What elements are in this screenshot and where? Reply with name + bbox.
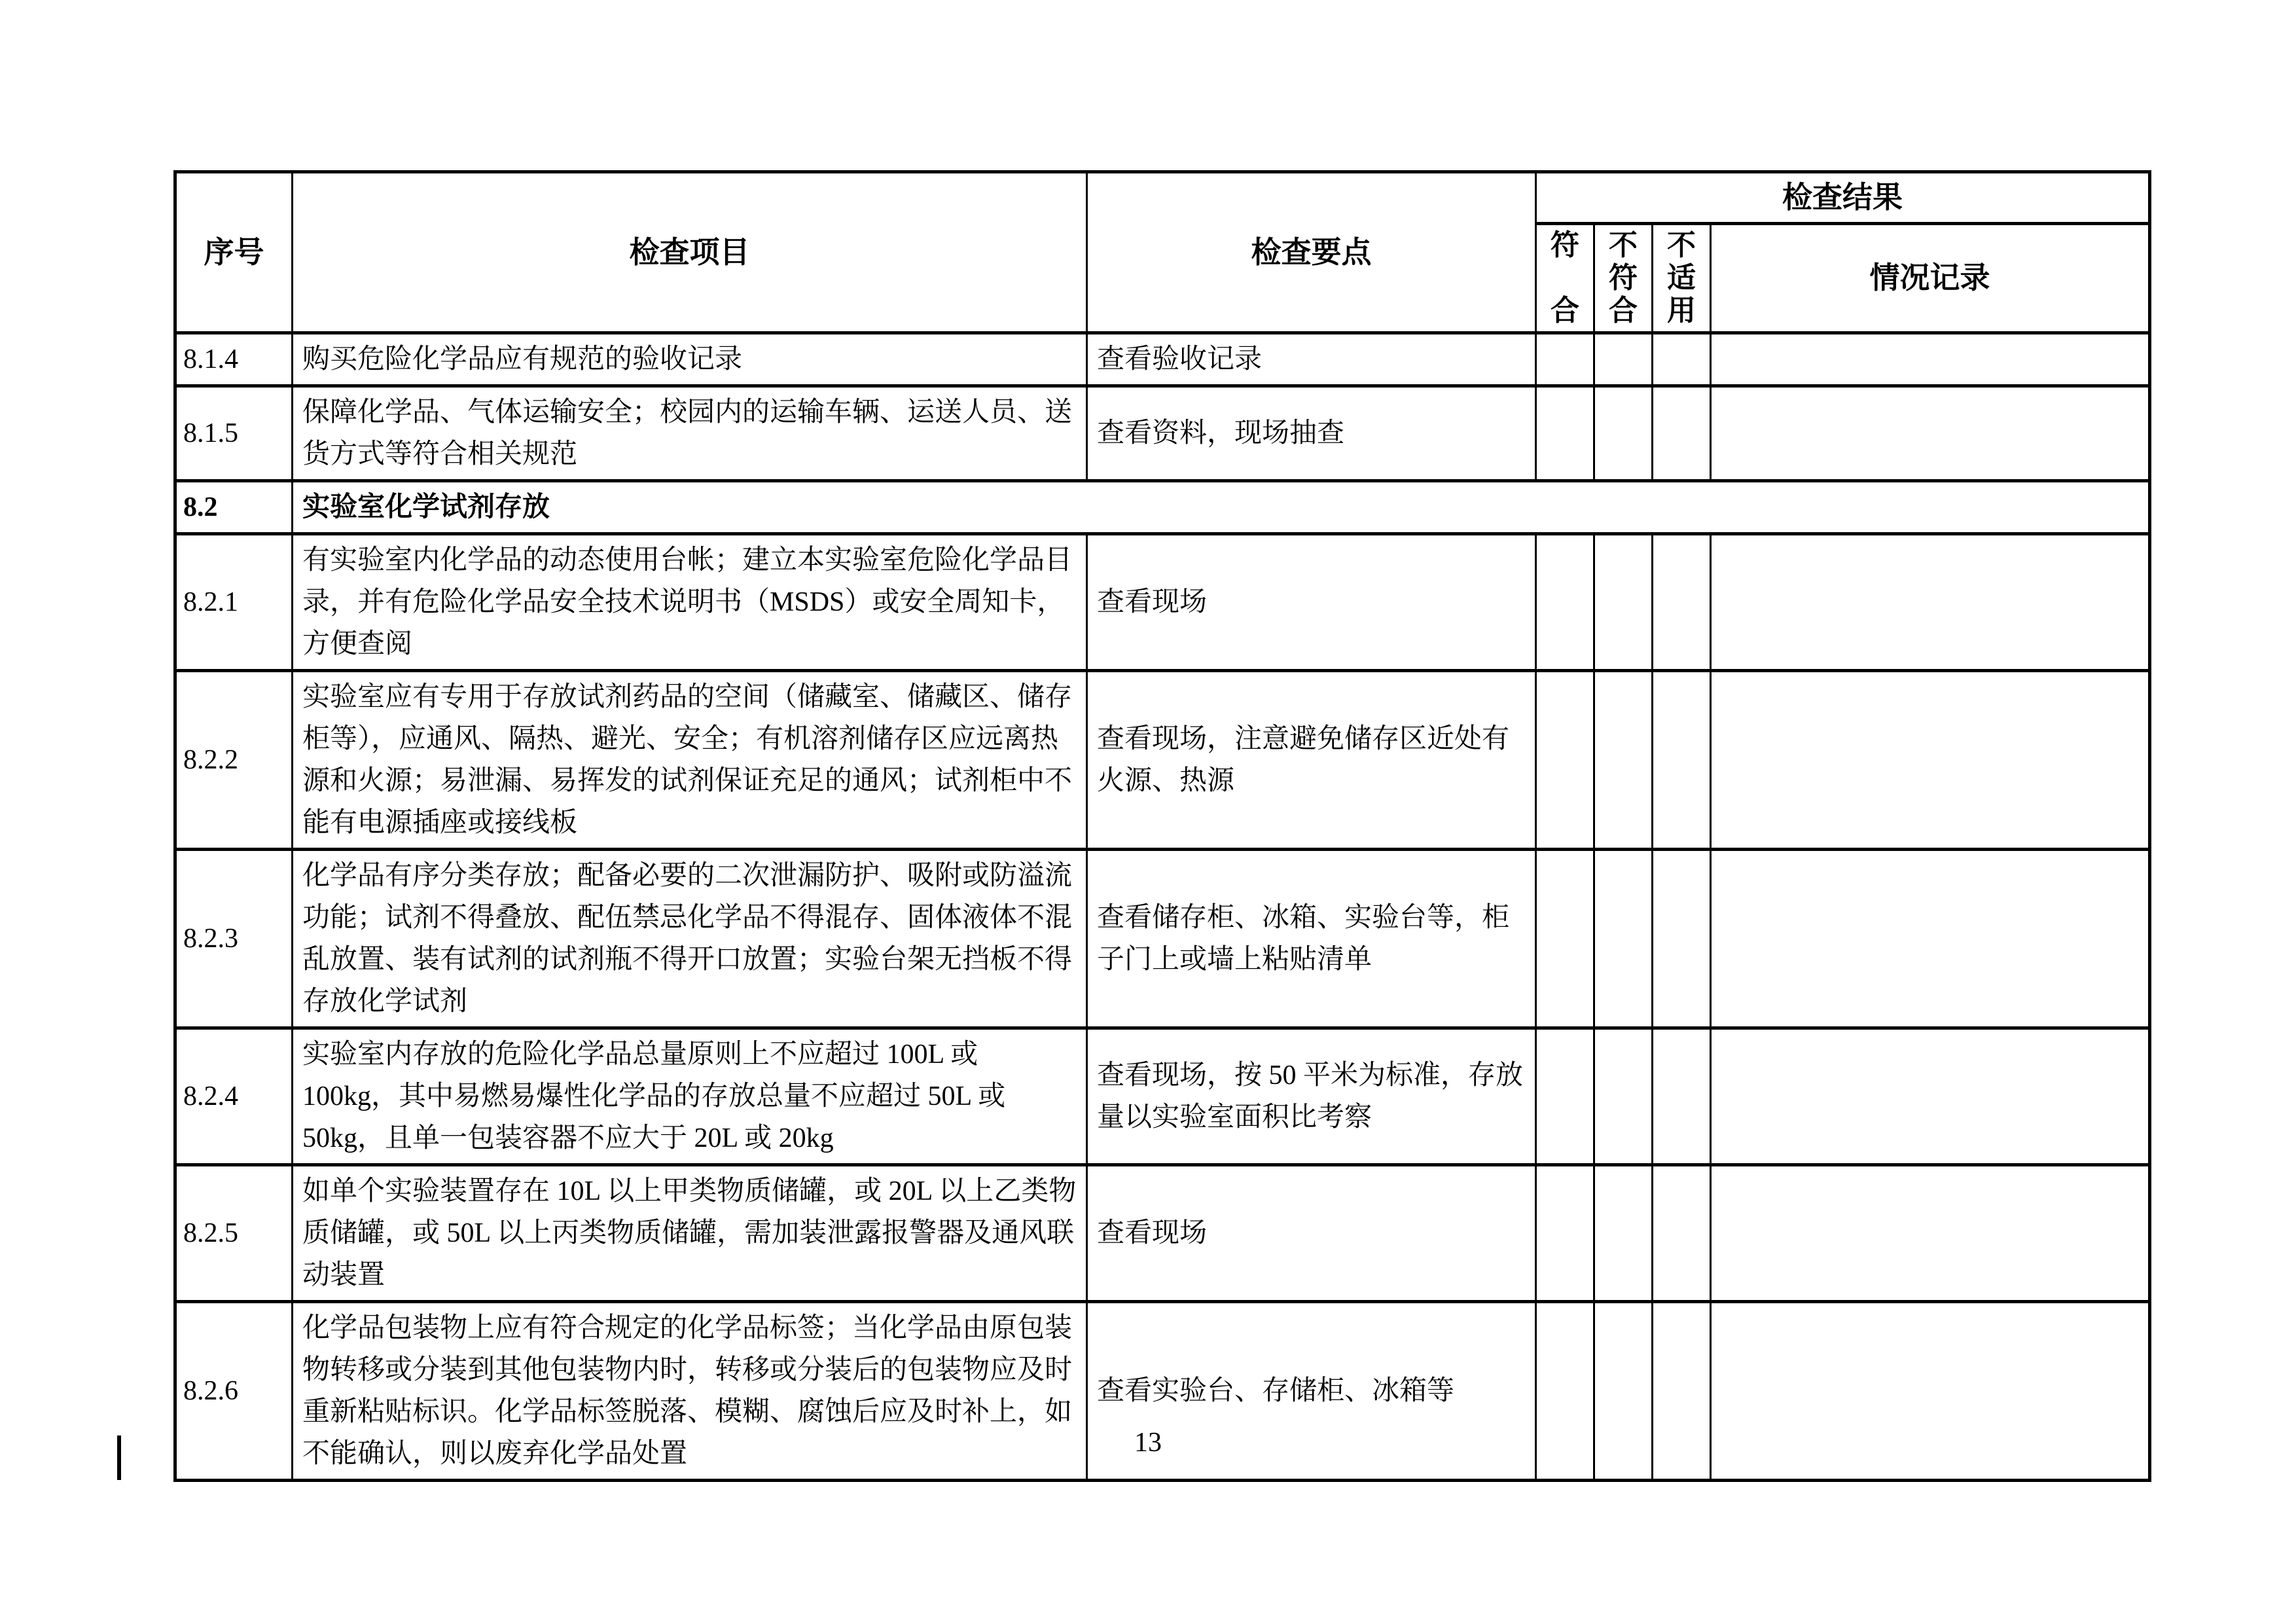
result-cell-not-applicable	[1653, 671, 1711, 850]
col-header-item: 检查项目	[293, 172, 1087, 333]
record-cell	[1711, 534, 2150, 671]
inspection-point-text: 查看现场	[1087, 1165, 1536, 1302]
result-cell-not-applicable	[1653, 850, 1711, 1028]
result-cell-not-applicable	[1653, 534, 1711, 671]
row-number: 8.2.4	[175, 1028, 293, 1165]
col-header-result-group: 检查结果	[1536, 172, 2150, 224]
inspection-item-text: 实验室应有专用于存放试剂药品的空间（储藏室、储藏区、储存柜等），应通风、隔热、避光、安全；有机溶剂储存区应远离热源和火源；易泄漏、易挥发的试剂保证充足的通风；试剂柜中不能有电源插座或接线板	[293, 671, 1087, 850]
not-applicable-label: 不 适 用	[1667, 229, 1696, 327]
row-number: 8.2.6	[175, 1302, 293, 1481]
result-cell-nonconform	[1594, 386, 1653, 481]
row-number: 8.2.2	[175, 671, 293, 850]
inspection-item-text: 实验室内存放的危险化学品总量原则上不应超过 100L 或 100kg，其中易燃易爆性化学品的存放总量不应超过 50L 或 50kg，且单一包装容器不应大于 20L 或 20kg	[293, 1028, 1087, 1165]
inspection-point-text: 查看验收记录	[1087, 333, 1536, 386]
result-cell-not-applicable	[1653, 386, 1711, 481]
result-cell-nonconform	[1594, 333, 1653, 386]
record-cell	[1711, 1028, 2150, 1165]
result-cell-nonconform	[1594, 1028, 1653, 1165]
result-cell-conform	[1536, 333, 1594, 386]
col-header-number: 序号	[175, 172, 293, 333]
inspection-item-text: 化学品有序分类存放；配备必要的二次泄漏防护、吸附或防溢流功能；试剂不得叠放、配伍禁忌化学品不得混存、固体液体不混乱放置、装有试剂的试剂瓶不得开口放置；实验台架无挡板不得存放化学试剂	[293, 850, 1087, 1028]
inspection-point-text: 查看现场	[1087, 534, 1536, 671]
record-cell	[1711, 850, 2150, 1028]
item-row	[175, 671, 2150, 850]
result-cell-conform	[1536, 386, 1594, 481]
inspection-item-text: 有实验室内化学品的动态使用台帐；建立本实验室危险化学品目录，并有危险化学品安全技术说明书（MSDS）或安全周知卡，方便查阅	[293, 534, 1087, 671]
result-cell-not-applicable	[1653, 333, 1711, 386]
row-number: 8.2.5	[175, 1165, 293, 1302]
result-cell-nonconform	[1594, 534, 1653, 671]
item-row	[175, 1028, 2150, 1165]
conform-label: 符 合	[1551, 229, 1579, 327]
record-cell	[1711, 386, 2150, 481]
inspection-point-text: 查看现场，按 50 平米为标准，存放量以实验室面积比考察	[1087, 1028, 1536, 1165]
page-number: 13	[1134, 1428, 1162, 1458]
table-body	[175, 333, 2150, 1481]
result-cell-nonconform	[1594, 671, 1653, 850]
row-number: 8.1.4	[175, 333, 293, 386]
result-cell-not-applicable	[1653, 1165, 1711, 1302]
inspection-item-text: 化学品包装物上应有符合规定的化学品标签；当化学品由原包装物转移或分装到其他包装物内时，转移或分装后的包装物应及时重新粘贴标识。化学品标签脱落、模糊、腐蚀后应及时补上，如不能确认，则以废弃化学品处置	[293, 1302, 1087, 1481]
item-row	[175, 386, 2150, 481]
result-cell-conform	[1536, 850, 1594, 1028]
col-header-record: 情况记录	[1711, 224, 2150, 333]
result-cell-conform	[1536, 671, 1594, 850]
inspection-item-text: 如单个实验装置存在 10L 以上甲类物质储罐，或 20L 以上乙类物质储罐，或 50L 以上丙类物质储罐，需加装泄露报警器及通风联动装置	[293, 1165, 1087, 1302]
col-header-point: 检查要点	[1087, 172, 1536, 333]
inspection-point-text: 查看资料，现场抽查	[1087, 386, 1536, 481]
nonconform-label: 不 符 合	[1609, 229, 1638, 327]
table-header-row-1	[175, 172, 2150, 224]
record-cell	[1711, 1165, 2150, 1302]
record-cell	[1711, 671, 2150, 850]
result-cell-conform	[1536, 1165, 1594, 1302]
row-number: 8.2	[175, 481, 293, 534]
inspection-point-text: 查看现场，注意避免储存区近处有火源、热源	[1087, 671, 1536, 850]
item-row	[175, 1165, 2150, 1302]
col-header-not-applicable	[1653, 224, 1711, 333]
row-number: 8.1.5	[175, 386, 293, 481]
section-row	[175, 481, 2150, 534]
row-number: 8.2.3	[175, 850, 293, 1028]
result-cell-nonconform	[1594, 850, 1653, 1028]
result-cell-conform	[1536, 534, 1594, 671]
col-header-nonconform	[1594, 224, 1653, 333]
item-row	[175, 850, 2150, 1028]
record-cell	[1711, 333, 2150, 386]
inspection-item-text: 购买危险化学品应有规范的验收记录	[293, 333, 1087, 386]
col-header-conform	[1536, 224, 1594, 333]
result-cell-not-applicable	[1653, 1028, 1711, 1165]
inspection-point-text: 查看储存柜、冰箱、实验台等，柜子门上或墙上粘贴清单	[1087, 850, 1536, 1028]
item-row	[175, 333, 2150, 386]
table-header	[175, 172, 2150, 333]
inspection-checklist-table	[173, 170, 2151, 1482]
section-title: 实验室化学试剂存放	[293, 481, 2150, 534]
row-number: 8.2.1	[175, 534, 293, 671]
result-cell-conform	[1536, 1028, 1594, 1165]
inspection-point-text: 查看实验台、存储柜、冰箱等	[1087, 1302, 1536, 1481]
inspection-item-text: 保障化学品、气体运输安全；校园内的运输车辆、运送人员、送货方式等符合相关规范	[293, 386, 1087, 481]
item-row	[175, 534, 2150, 671]
result-cell-nonconform	[1594, 1165, 1653, 1302]
